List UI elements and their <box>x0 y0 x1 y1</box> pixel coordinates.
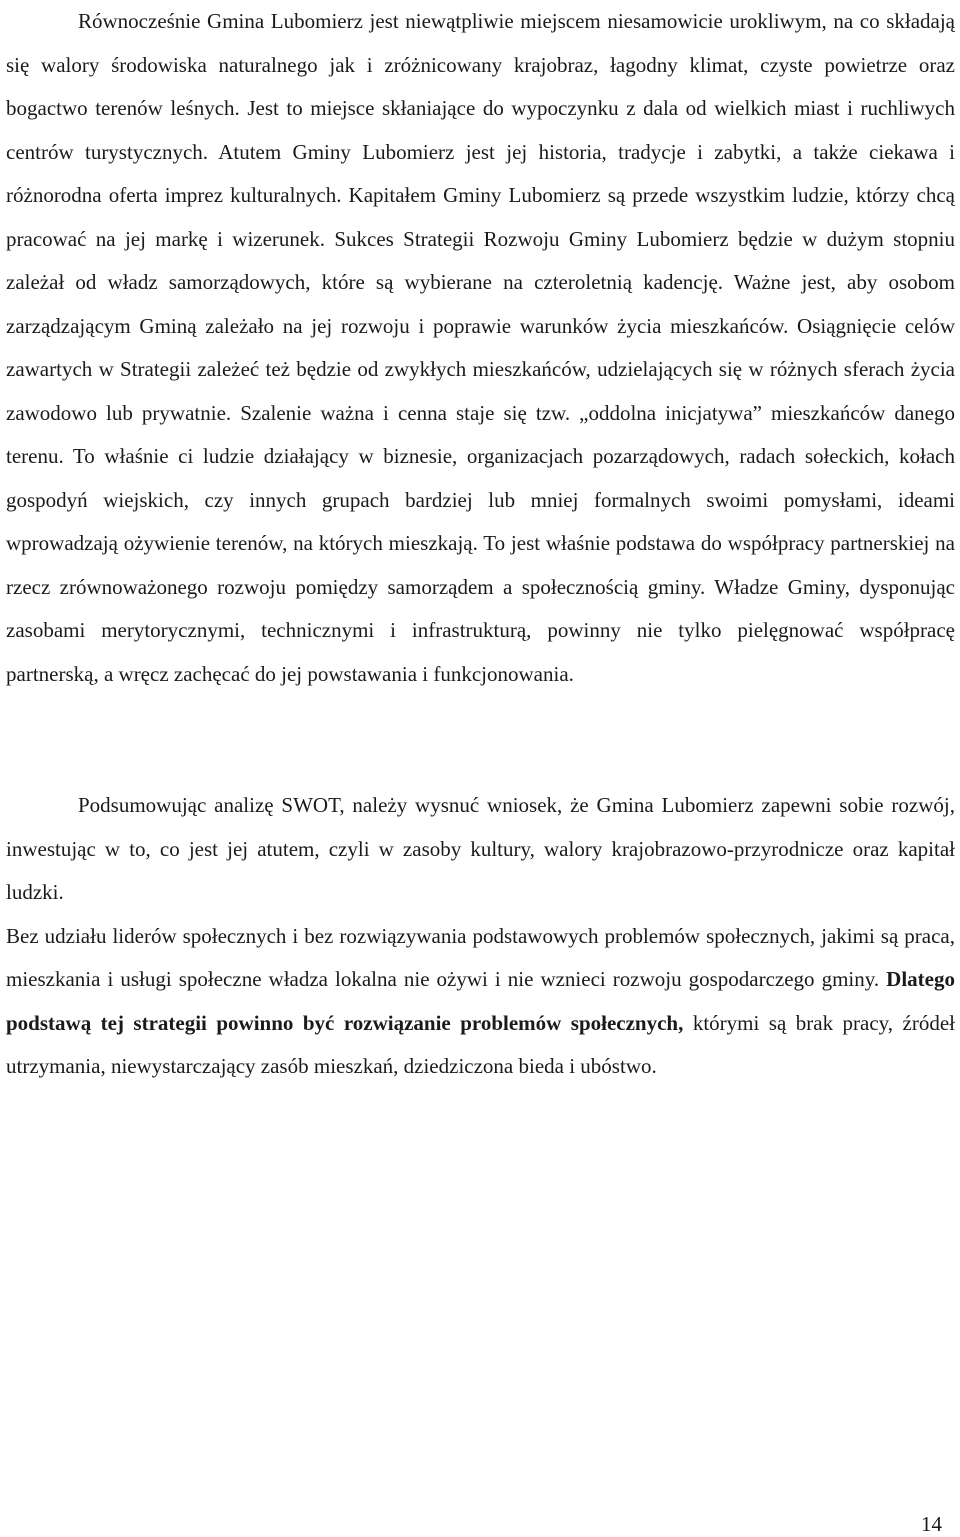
page-number: 14 <box>921 1512 942 1536</box>
paragraph-text-start: Bez udziału liderów społecznych i bez rozwiązywania podstawowych problemów społecznych, jakimi są praca, mieszkania i usługi społeczne władza lokalna nie ożywi i nie wznieci rozwoju gospodarczego gminy. <box>6 923 955 991</box>
paragraph-text: Równocześnie Gmina Lubomierz jest niewątpliwie miejscem niesamowicie urokliwym, na co składają się walory środowiska naturalnego jak i zróżnicowany krajobraz, łagodny klimat, czyste powietrze oraz bogactwo terenów leśnych. Jest to miejsce skłaniające do wypoczynku z dala od wielkich miast i ruchliwych centrów turystycznych. Atutem Gminy Lubomierz jest jej historia, tradycje i zabytki, a także ciekawa i różnorodna oferta imprez kulturalnych. Kapitałem Gminy Lubomierz są przede wszystkim ludzie, którzy chcą pracować na jej markę i wizerunek. Sukces Strategii Rozwoju Gminy Lubomierz będzie w dużym stopniu zależał od władz samorządowych, które są wybierane na czteroletnią kadencję. Ważne jest, aby osobom zarządzającym Gminą zależało na jej rozwoju i poprawie warunków życia mieszkańców. Osiągnięcie celów zawartych w Strategii zależeć też będzie od zwykłych mieszkańców, udzielających się w różnych sferach życia zawodowo lub prywatnie. Szalenie ważna i cenna staje się tzw. „oddolna inicjatywa” mieszkańców danego terenu. To właśnie ci ludzie działający w biznesie, organizacjach pozarządowych, radach sołeckich, kołach gospodyń wiejskich, czy innych grupach bardziej lub mniej formalnych swoimi pomysłami, ideami wprowadzają ożywienie terenów, na których mieszkają. To jest właśnie podstawa do współpracy partnerskiej na rzecz zrównoważonego rozwoju pomiędzy samorządem a społecznością gminy. Władze Gminy, dysponując zasobami merytorycznymi, technicznymi i infrastrukturą, powinny nie tylko pielęgnować współpracę partnerską, a wręcz zachęcać do jej powstawania i funkcjonowania. <box>6 9 955 686</box>
paragraph-text-end: którymi są brak pracy, źródeł utrzymania, niewystarczający zasób mieszkań, dziedziczona bieda i ubóstwo. <box>6 1010 955 1078</box>
paragraph-swot-summary <box>6 784 955 915</box>
document-page <box>6 0 955 1089</box>
paragraph-social-leaders <box>6 915 955 1089</box>
paragraph-text: Podsumowując analizę SWOT, należy wysnuć wniosek, że Gmina Lubomierz zapewni sobie rozwój, inwestując w to, co jest jej atutem, czyli w zasoby kultury, walory krajobrazowo-przyrodnicze oraz kapitał ludzki. <box>6 793 955 904</box>
paragraph-lubomierz-character <box>6 0 955 696</box>
paragraph-emphasis: Dlatego podstawą tej strategii powinno być rozwiązanie problemów społecznych, <box>6 967 955 1035</box>
